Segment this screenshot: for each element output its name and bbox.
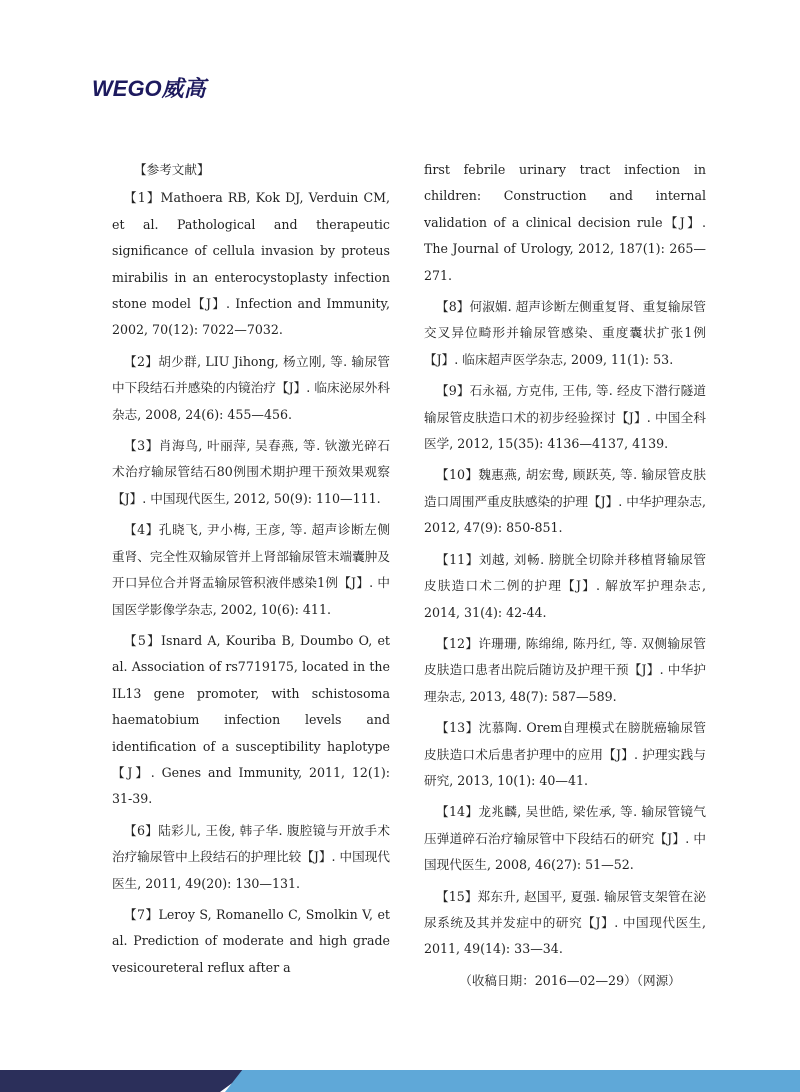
reference-item: 【12】许珊珊, 陈绵绵, 陈丹红, 等. 双侧输尿管皮肤造口患者出院后随访及护理干预【J】. 中华护理杂志, 2013, 48(7): 587—589. xyxy=(424,635,706,704)
reference-item-continuation: first febrile urinary tract infection in children: Construction and internal validation of a clinical decision rule【J】. The Journal of Urology, 2012, 187(1): 265—271. xyxy=(424,162,706,283)
reference-item: 【9】石永福, 方克伟, 王伟, 等. 经皮下潜行隧道输尿管皮肤造口术的初步经验探讨【J】. 中国全科医学, 2012, 15(35): 4136—4137, 4139. xyxy=(424,383,706,452)
reference-item: 【4】孔晓飞, 尹小梅, 王彦, 等. 超声诊断左侧重肾、完全性双输尿管并上肾部输尿管末端囊肿及开口异位合并肾盂输尿管积液伴感染1例【J】. 中国医学影像学杂志, 2002, 10(6): 411. xyxy=(112,522,390,617)
reference-item: 【5】Isnard A, Kouriba B, Doumbo O, et al. Association of rs7719175, located in the IL13 gene promoter, with schistosoma haematobium infection levels and identification of a susceptibility haplotype【J】. Genes and Immunity, 2011, 12(1): 31-39. xyxy=(112,632,390,807)
references-heading: 【参考文献】 xyxy=(134,162,210,177)
reference-item: 【7】Leroy S, Romanello C, Smolkin V, et al. Prediction of moderate and high grade vesicoureteral reflux after a xyxy=(112,906,390,975)
reference-item: 【1】Mathoera RB, Kok DJ, Verduin CM, et al. Pathological and therapeutic significance of cellula invasion by proteus mirabilis in an enterocystoplasty infection stone model【J】. Infection and Immunity, 2002, 70(12): 7022—7032. xyxy=(112,190,390,338)
reference-item: 【14】龙兆麟, 吴世皓, 梁佐承, 等. 输尿管镜气压弹道碎石治疗输尿管中下段结石的研究【J】. 中国现代医生, 2008, 46(27): 51—52. xyxy=(424,804,706,873)
received-date: （收稿日期：2016—02—29）（网源） xyxy=(459,972,681,988)
reference-item: 【15】郑东升, 赵国平, 夏强. 输尿管支架管在泌尿系统及其并发症中的研究【J】. 中国现代医生, 2011, 49(14): 33—34. xyxy=(424,888,706,957)
reference-item: 【6】陆彩儿, 王俊, 韩子华. 腹腔镜与开放手术治疗输尿管中上段结石的护理比较【J】. 中国现代医生, 2011, 49(20): 130—131. xyxy=(112,822,390,891)
footer-band-dark xyxy=(0,1070,250,1092)
footer-band-light xyxy=(225,1070,800,1092)
reference-item: 【13】沈慕陶. Orem自理模式在膀胱癌输尿管皮肤造口术后患者护理中的应用【J】. 护理实践与研究, 2013, 10(1): 40—41. xyxy=(424,720,706,788)
reference-item: 【11】刘越, 刘畅. 膀胱全切除并移植肾输尿管皮肤造口术二例的护理【J】. 解放军护理杂志, 2014, 31(4): 42-44. xyxy=(424,551,706,620)
reference-item: 【8】何淑媚. 超声诊断左侧重复肾、重复输尿管交叉异位畸形并输尿管感染、重度囊状扩张1例【J】. 临床超声医学杂志, 2009, 11(1): 53. xyxy=(424,299,706,367)
reference-item: 【3】肖海鸟, 叶丽萍, 吴春燕, 等. 钬激光碎石术治疗输尿管结石80例围术期护理干预效果观察【J】. 中国现代医生, 2012, 50(9): 110—111. xyxy=(112,438,390,506)
references-left-column xyxy=(112,157,390,986)
reference-item: 【2】胡少群, LIU Jihong, 杨立刚, 等. 输尿管中下段结石并感染的内镜治疗【J】. 临床泌尿外科杂志, 2008, 24(6): 455—456. xyxy=(112,353,390,422)
reference-item: 【10】魏惠燕, 胡宏鸯, 顾跃英, 等. 输尿管皮肤造口周围严重皮肤感染的护理【J】. 中华护理杂志, 2012, 47(9): 850-851. xyxy=(424,467,706,536)
references-right-column xyxy=(424,157,706,994)
wego-logo: WEGO威高 xyxy=(92,76,206,101)
